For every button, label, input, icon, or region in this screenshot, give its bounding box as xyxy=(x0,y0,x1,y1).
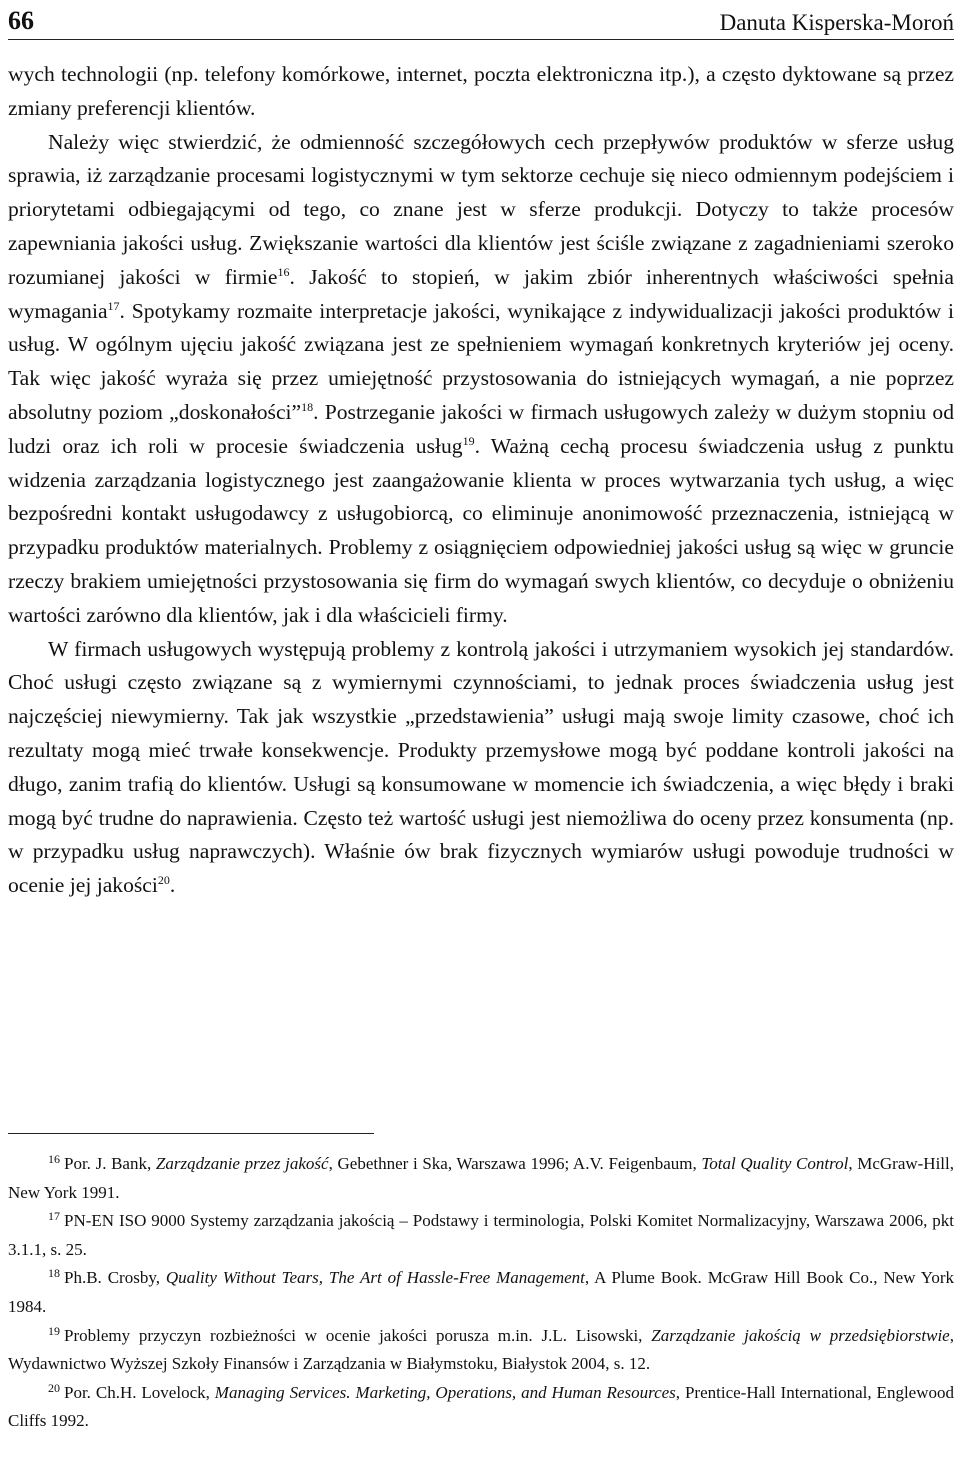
paragraph-text: W firmach usługowych występują problemy z kontrolą jakości i utrzymaniem wysokich jej standardów. Choć usługi często związane są z wymiernymi czynnościami, to jednak proces świadczenia usług jest najczęściej niewymierny. Tak jak wszystkie „przedstawienia” usługi mają swoje limity czasowe, choć ich rezultaty mogą mieć trwałe konsekwencje. Produkty przemysłowe mogą być poddane kontroli jakości na długo, zanim trafią do klientów. Usługi są konsumowane w momencie ich świadczenia, a więc błędy i braki mogą być trudne do naprawienia. Często też wartość usługi jest niemożliwa do oceny przez konsumenta (np. w przypadku usług naprawczych). Właśnie ów brak fizycznych wymiarów usługi powoduje trudności w ocenie jej jakości xyxy=(8,636,954,898)
footnote-text: Por. J. Bank, xyxy=(64,1154,156,1173)
footnote-title: Zarządzanie przez jakość xyxy=(155,1154,329,1173)
running-head-author: Danuta Kisperska-Moroń xyxy=(719,10,954,35)
paragraph-text: Należy więc stwierdzić, że odmienność szczegółowych cech przepływów produktów w sferze usług sprawia, iż zarządzanie procesami logistycznymi w tym sektorze cechuje się nieco odmiennym podejściem i priorytetami odbiegającymi od tego, co znane jest w sferze produkcji. Dotyczy to także procesów zapewniania jakości usług. Zwiększanie wartości dla klientów jest ściśle związane z zagadnieniami szeroko rozumianej jakości w firmie xyxy=(8,129,954,289)
footnote-19 xyxy=(8,1322,954,1379)
footnote-number: 16 xyxy=(48,1152,60,1166)
paragraph-text: . Ważną cechą procesu świadczenia usług z punktu widzenia zarządzania logistycznego jest zaangażowanie klienta w proces wytwarzania tych usług, a więc bezpośredni kontakt usługodawcy z usługobiorcą, co eliminuje anonimowość przeznaczenia, istniejącą w przypadku produktów materialnych. Problemy z osiągnięciem odpowiedniej jakości usług są więc w gruncie rzeczy brakiem umiejętności przystosowania się firm do wymagań swych klientów, co decyduje o obniżeniu wartości zarówno dla klientów, jak i dla właścicieli firmy. xyxy=(8,433,954,627)
paragraph-text: . xyxy=(169,873,176,898)
footnote-number: 17 xyxy=(48,1209,60,1224)
footnote-number: 20 xyxy=(48,1380,60,1395)
footnotes xyxy=(8,1150,954,1436)
footnote-text: , Prentice-Hall International, Englewood Cliffs 1992. xyxy=(8,1382,954,1431)
footnote-20 xyxy=(8,1379,954,1436)
footnote-17 xyxy=(8,1207,954,1264)
paragraph-service-quality xyxy=(8,126,954,633)
footnote-text: Problemy przyczyn rozbieżności w ocenie jakości porusza m.in. J.L. Lisowski, xyxy=(64,1325,652,1345)
footnote-16 xyxy=(8,1150,954,1207)
paragraph-text: . Jakość to stopień, w jakim zbiór inherentnych właściwości spełnia wymagania xyxy=(8,264,954,323)
footnote-text: , Gebethner i Ska, Warszawa 1996; A.V. Feigenbaum, xyxy=(328,1154,702,1173)
footnote-ref-18[interactable]: 18 xyxy=(301,399,314,414)
footnote-ref-17[interactable]: 17 xyxy=(107,298,120,313)
footnote-ref-19[interactable]: 19 xyxy=(462,433,475,448)
footnote-text: , McGraw-Hill, New York 1991. xyxy=(8,1154,954,1202)
footnote-title: Managing Services. Marketing, Operations, and Human Resources xyxy=(214,1382,676,1402)
page-header xyxy=(8,0,954,40)
paragraph-text: . Spotykamy rozmaite interpretacje jakości, wynikające z indywidualizacji jakości produktów i usług. W ogólnym ujęciu jakość związana jest ze spełnieniem wymagań konkretnych kryteriów jej oceny. Tak więc jakość wyraża się przez umiejętność przystosowania do istniejących wymagań, a nie poprzez absolutny poziom „doskonałości” xyxy=(8,298,954,424)
footnote-text: Ph.B. Crosby, xyxy=(64,1268,166,1288)
paragraph-quality-control xyxy=(8,633,954,903)
footnote-text: PN-EN ISO 9000 Systemy zarządzania jakością – Podstawy i terminologia, Polski Komitet Normalizacyjny, Warszawa 2006, pkt 3.1.1, s. 25. xyxy=(8,1211,954,1259)
footnote-number: 18 xyxy=(48,1266,60,1281)
footnote-title: Quality Without Tears, The Art of Hassle-Free Management xyxy=(165,1268,585,1288)
footnote-text: Por. Ch.H. Lovelock, xyxy=(64,1382,215,1402)
main-text xyxy=(8,58,954,903)
paragraph-continuation: wych technologii (np. telefony komórkowe, internet, poczta elektroniczna itp.), a często dyktowane są przez zmiany preferencji klientów. xyxy=(8,62,954,120)
paragraph-text: . Postrzeganie jakości w firmach usługowych zależy w dużym stopniu od ludzi oraz ich roli w procesie świadczenia usług xyxy=(8,399,954,458)
footnote-18 xyxy=(8,1264,954,1321)
footnote-text: , A Plume Book. McGraw Hill Book Co., New York 1984. xyxy=(8,1268,954,1316)
page-number: 66 xyxy=(8,6,34,35)
footnote-text: , Wydawnictwo Wyższej Szkoły Finansów i Zarządzania w Białymstoku, Białystok 2004, s. 12. xyxy=(8,1325,954,1374)
footnote-number: 19 xyxy=(48,1323,60,1338)
footnote-title: Total Quality Control xyxy=(701,1154,849,1173)
footnote-ref-20[interactable]: 20 xyxy=(157,873,170,888)
footnote-ref-16[interactable]: 16 xyxy=(277,264,290,279)
footnote-title: Zarządzanie jakością w przedsiębiorstwie xyxy=(651,1325,950,1345)
footnote-separator xyxy=(8,1133,374,1134)
